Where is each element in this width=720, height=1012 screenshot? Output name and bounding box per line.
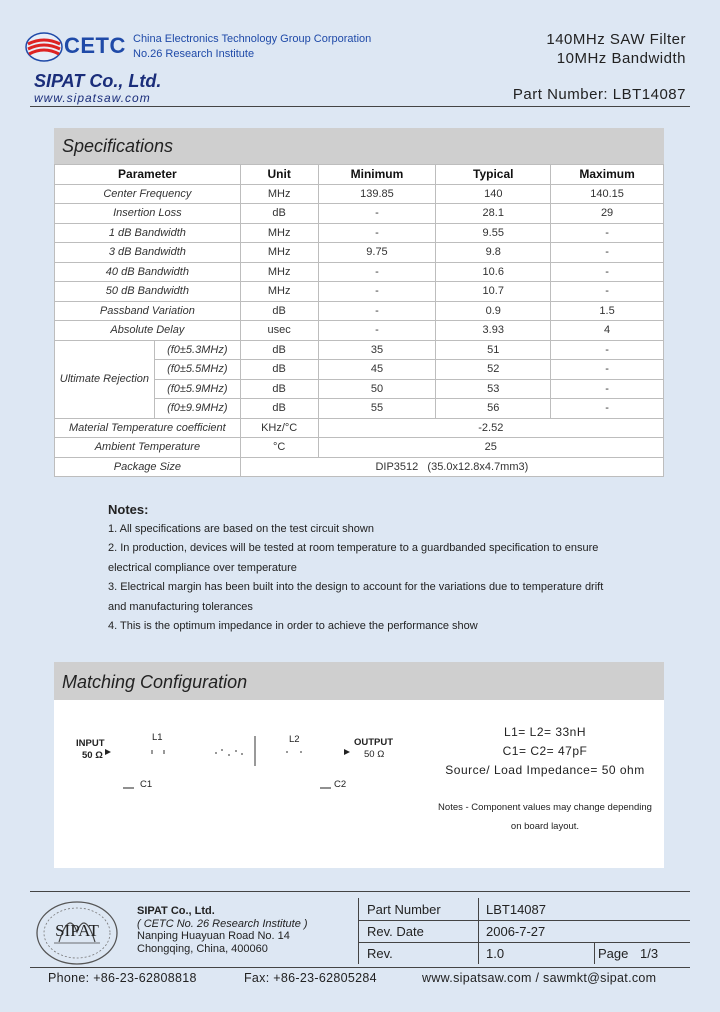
param-cell: 3 dB Bandwidth — [55, 243, 241, 263]
unit-cell: °C — [240, 438, 318, 458]
min-cell: - — [318, 262, 436, 282]
l2-label: L2 — [289, 734, 300, 745]
typ-cell: 9.8 — [436, 243, 551, 263]
min-cell: 35 — [318, 340, 436, 360]
min-cell: - — [318, 282, 436, 302]
footer-v-divider — [478, 898, 479, 964]
org-line-1: China Electronics Technology Group Corporation — [133, 33, 372, 45]
input-label: INPUT — [76, 738, 105, 749]
condition-cell: (f0±9.9MHz) — [154, 399, 240, 419]
typ-cell: 10.6 — [436, 262, 551, 282]
product-title-1: 140MHz SAW Filter — [546, 31, 686, 48]
specifications-table — [54, 164, 664, 477]
fax-number: Fax: +86-23-62805284 — [244, 971, 377, 985]
col-header: Unit — [240, 165, 318, 185]
min-cell: 45 — [318, 360, 436, 380]
output-label: OUTPUT — [354, 737, 394, 748]
note-line: 1. All specifications are based on the test circuit shown — [108, 522, 374, 535]
table-row — [55, 438, 664, 458]
condition-cell: (f0±5.3MHz) — [154, 340, 240, 360]
phone-number: Phone: +86-23-62808818 — [48, 971, 197, 985]
min-cell: 50 — [318, 379, 436, 399]
unit-cell: MHz — [240, 262, 318, 282]
col-header: Typical — [436, 165, 551, 185]
rev-value: 1.0 — [486, 946, 505, 961]
max-cell: - — [551, 223, 664, 243]
table-row — [55, 301, 664, 321]
typ-cell: 52 — [436, 360, 551, 380]
footer-bottom-divider — [30, 967, 690, 968]
component-values — [434, 723, 656, 780]
part-number-value: LBT14087 — [486, 902, 546, 917]
header-divider — [30, 106, 690, 107]
part-number-header: Part Number: LBT14087 — [512, 86, 686, 103]
org-name — [133, 32, 371, 62]
unit-cell: MHz — [240, 282, 318, 302]
col-header: Maximum — [551, 165, 664, 185]
footer-top-divider — [30, 891, 690, 892]
max-cell: - — [551, 379, 664, 399]
product-title-2: 10MHz Bandwidth — [556, 50, 686, 67]
footer-company: SIPAT Co., Ltd. — [137, 905, 215, 917]
rev-date-label: Rev. Date — [367, 924, 424, 939]
table-row — [55, 418, 664, 438]
unit-cell: usec — [240, 321, 318, 341]
note-line: and manufacturing tolerances — [108, 600, 253, 613]
param-cell: Ambient Temperature — [55, 438, 241, 458]
c2-label: C2 — [334, 779, 347, 790]
table-row — [55, 223, 664, 243]
max-cell: 140.15 — [551, 184, 664, 204]
page-label: Page — [598, 946, 629, 961]
param-cell: Insertion Loss — [55, 204, 241, 224]
value-cell: 25 — [318, 438, 663, 458]
matching-circuit-diagram — [54, 700, 434, 868]
param-cell: Passband Variation — [55, 301, 241, 321]
table-row — [55, 340, 664, 360]
specifications-section — [54, 128, 664, 477]
matching-note-2: on board layout. — [510, 821, 580, 832]
unit-cell: dB — [240, 379, 318, 399]
inductor-values: L1= L2= 33nH — [503, 725, 587, 739]
page-value: 1/3 — [640, 946, 659, 961]
min-cell: 139.85 — [318, 184, 436, 204]
max-cell: - — [551, 282, 664, 302]
notes-title: Notes: — [108, 502, 149, 517]
typ-cell: 0.9 — [436, 301, 551, 321]
condition-cell: (f0±5.9MHz) — [154, 379, 240, 399]
matching-notes — [434, 798, 656, 836]
param-cell: Package Size — [55, 457, 241, 477]
unit-cell: MHz — [240, 223, 318, 243]
min-cell: 9.75 — [318, 243, 436, 263]
max-cell: 4 — [551, 321, 664, 341]
col-header: Parameter — [55, 165, 241, 185]
unit-cell: dB — [240, 301, 318, 321]
footer-h-divider — [358, 942, 690, 943]
typ-cell: 140 — [436, 184, 551, 204]
value-cell: -2.52 — [318, 418, 663, 438]
unit-cell: MHz — [240, 184, 318, 204]
c1-label: C1 — [140, 779, 153, 790]
typ-cell: 10.7 — [436, 282, 551, 302]
unit-cell: dB — [240, 399, 318, 419]
condition-cell: (f0±5.5MHz) — [154, 360, 240, 380]
typ-cell: 51 — [436, 340, 551, 360]
company-name: SIPAT Co., Ltd. — [34, 71, 162, 91]
value-cell: DIP3512 (35.0x12.8x4.7mm3) — [240, 457, 663, 477]
org-line-2: No.26 Research Institute — [133, 48, 255, 60]
max-cell: 29 — [551, 204, 664, 224]
table-row — [55, 204, 664, 224]
matching-title: Matching Configuration — [54, 662, 664, 700]
table-row — [55, 243, 664, 263]
typ-cell: 56 — [436, 399, 551, 419]
min-cell: - — [318, 223, 436, 243]
part-number-label: Part Number — [367, 902, 441, 917]
seal-text: SIPAT — [55, 921, 99, 940]
param-cell: Absolute Delay — [55, 321, 241, 341]
min-cell: - — [318, 204, 436, 224]
cetc-logo-text: CETC — [64, 33, 126, 58]
typ-cell: 3.93 — [436, 321, 551, 341]
table-row — [55, 262, 664, 282]
table-row — [55, 282, 664, 302]
output-impedance: 50 Ω — [364, 749, 385, 760]
contact-links[interactable]: www.sipatsaw.com / sawmkt@sipat.com — [422, 971, 657, 985]
note-line: 3. Electrical margin has been built into the design to account for the variations due to temperature drift — [108, 581, 604, 593]
input-impedance: 50 Ω — [82, 750, 103, 761]
rejection-label: Ultimate Rejection — [55, 340, 155, 418]
note-line: 2. In production, devices will be tested at room temperature to a guardbanded specification to ensure — [108, 542, 599, 554]
footer-address — [137, 905, 308, 955]
table-header-row — [55, 165, 664, 185]
max-cell: - — [551, 399, 664, 419]
typ-cell: 28.1 — [436, 204, 551, 224]
notes-block — [108, 500, 603, 637]
rev-date-value: 2006-7-27 — [486, 924, 546, 939]
max-cell: - — [551, 243, 664, 263]
note-line: 4. This is the optimum impedance in order to achieve the performance show — [108, 620, 478, 632]
max-cell: - — [551, 262, 664, 282]
capacitor-values: C1= C2= 47pF — [502, 744, 588, 758]
unit-cell: dB — [240, 340, 318, 360]
footer-address-2: Chongqing, China, 400060 — [137, 942, 268, 955]
unit-cell: KHz/°C — [240, 418, 318, 438]
table-row — [55, 184, 664, 204]
l1-label: L1 — [152, 732, 163, 743]
param-cell: Center Frequency — [55, 184, 241, 204]
footer-v-divider — [358, 898, 359, 964]
footer-v-divider — [594, 942, 595, 964]
min-cell: - — [318, 301, 436, 321]
max-cell: - — [551, 360, 664, 380]
footer-address-1: Nanping Huayuan Road No. 14 — [137, 930, 290, 942]
param-cell: Material Temperature coefficient — [55, 418, 241, 438]
typ-cell: 9.55 — [436, 223, 551, 243]
min-cell: 55 — [318, 399, 436, 419]
unit-cell: MHz — [240, 243, 318, 263]
param-cell: 1 dB Bandwidth — [55, 223, 241, 243]
max-cell: 1.5 — [551, 301, 664, 321]
unit-cell: dB — [240, 360, 318, 380]
table-row — [55, 321, 664, 341]
unit-cell: dB — [240, 204, 318, 224]
max-cell: - — [551, 340, 664, 360]
matching-section — [54, 662, 664, 868]
footer-h-divider — [358, 920, 690, 921]
param-cell: 40 dB Bandwidth — [55, 262, 241, 282]
footer-institute: ( CETC No. 26 Research Institute ) — [137, 917, 308, 930]
typ-cell: 53 — [436, 379, 551, 399]
rev-label: Rev. — [367, 946, 393, 961]
matching-note-1: Notes - Component values may change depending — [438, 802, 652, 813]
impedance-values: Source/ Load Impedance= 50 ohm — [445, 763, 645, 777]
col-header: Minimum — [318, 165, 436, 185]
note-line: electrical compliance over temperature — [108, 561, 297, 574]
min-cell: - — [318, 321, 436, 341]
company-website[interactable]: www.sipatsaw.com — [34, 91, 151, 105]
table-row — [55, 457, 664, 477]
param-cell: 50 dB Bandwidth — [55, 282, 241, 302]
specifications-title: Specifications — [54, 128, 664, 164]
